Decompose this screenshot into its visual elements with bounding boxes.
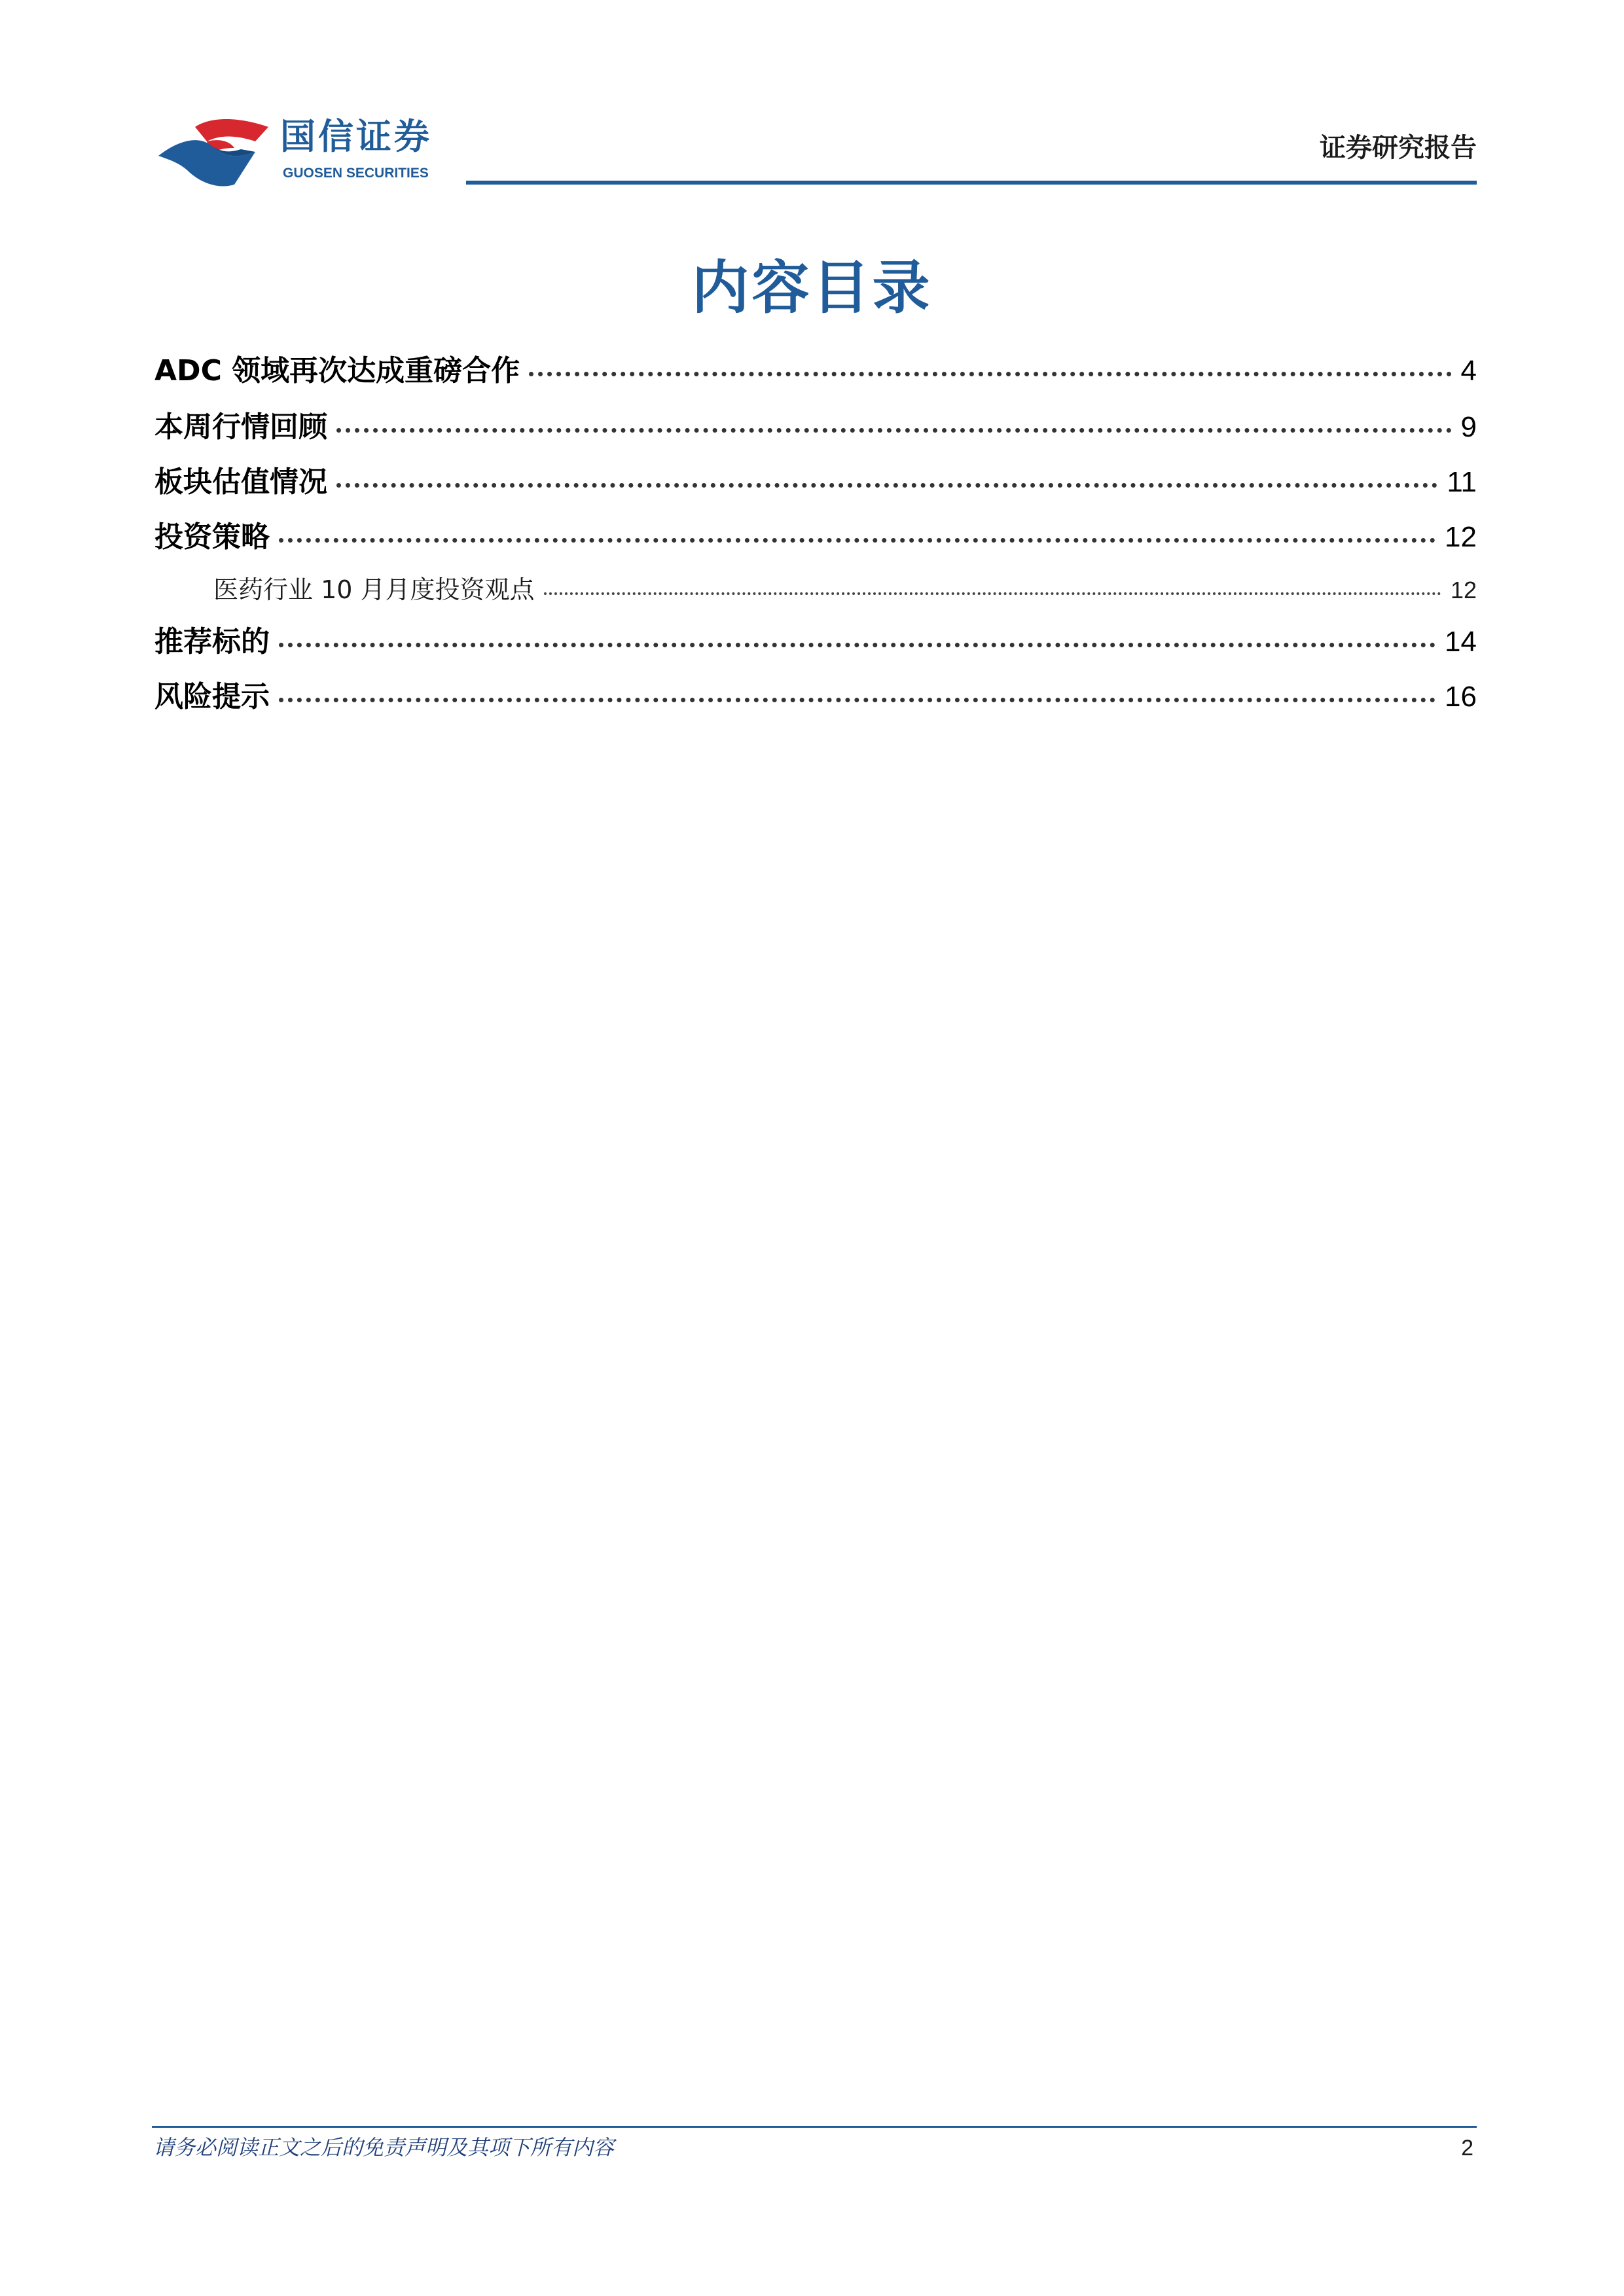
toc-entry-risk-warning[interactable] [154, 673, 1477, 712]
header-divider [466, 181, 1477, 185]
footer-divider [152, 2126, 1477, 2128]
toc-dot-leader [279, 698, 1435, 702]
toc-entry-page: 16 [1445, 681, 1477, 713]
toc-dot-leader [336, 428, 1452, 433]
toc-entry-page: 12 [1445, 521, 1477, 553]
logo-chinese-name: 国信证券 [280, 116, 432, 157]
toc-dot-leader [529, 372, 1451, 376]
toc-entry-label: 本周行情回顾 [154, 410, 327, 444]
toc-entry-recommended-stocks[interactable] [154, 618, 1477, 657]
toc-entry-sector-valuation[interactable] [154, 458, 1477, 497]
toc-entry-page: 9 [1460, 411, 1477, 443]
toc-dot-leader [279, 538, 1435, 543]
toc-entry-monthly-view[interactable] [154, 569, 1477, 605]
toc-dot-leader [279, 643, 1435, 647]
company-logo [157, 113, 458, 191]
page-header [0, 0, 1624, 196]
toc-entry-page: 4 [1460, 355, 1477, 387]
footer-disclaimer: 请务必阅读正文之后的免责声明及其项下所有内容 [153, 2135, 615, 2160]
toc-entry-page: 11 [1447, 466, 1477, 498]
toc-entry-page: 12 [1450, 577, 1477, 603]
toc-entry-label: 板块估值情况 [154, 465, 327, 499]
logo-english-name: GUOSEN SECURITIES [283, 166, 429, 181]
page-number: 2 [1461, 2136, 1473, 2161]
toc-entry-label: 推荐标的 [154, 625, 270, 658]
toc-title: 内容目录 [691, 254, 933, 321]
guosen-logo-icon [157, 113, 272, 191]
toc-entry-label: 风险提示 [154, 680, 270, 713]
toc-entry-label: 投资策略 [154, 520, 270, 554]
report-type-label: 证券研究报告 [1320, 133, 1477, 163]
toc-dot-leader [544, 592, 1441, 595]
toc-entry-label: 医药行业 10 月月度投资观点 [213, 575, 535, 604]
toc-entry-investment-strategy[interactable] [154, 513, 1477, 552]
toc-entry-label: ADC 领域再次达成重磅合作 [154, 354, 520, 387]
toc-entry-adc-cooperation[interactable] [154, 347, 1477, 386]
toc-entry-page: 14 [1445, 626, 1477, 658]
toc-dot-leader [336, 483, 1437, 488]
toc-entry-weekly-review[interactable] [154, 403, 1477, 442]
